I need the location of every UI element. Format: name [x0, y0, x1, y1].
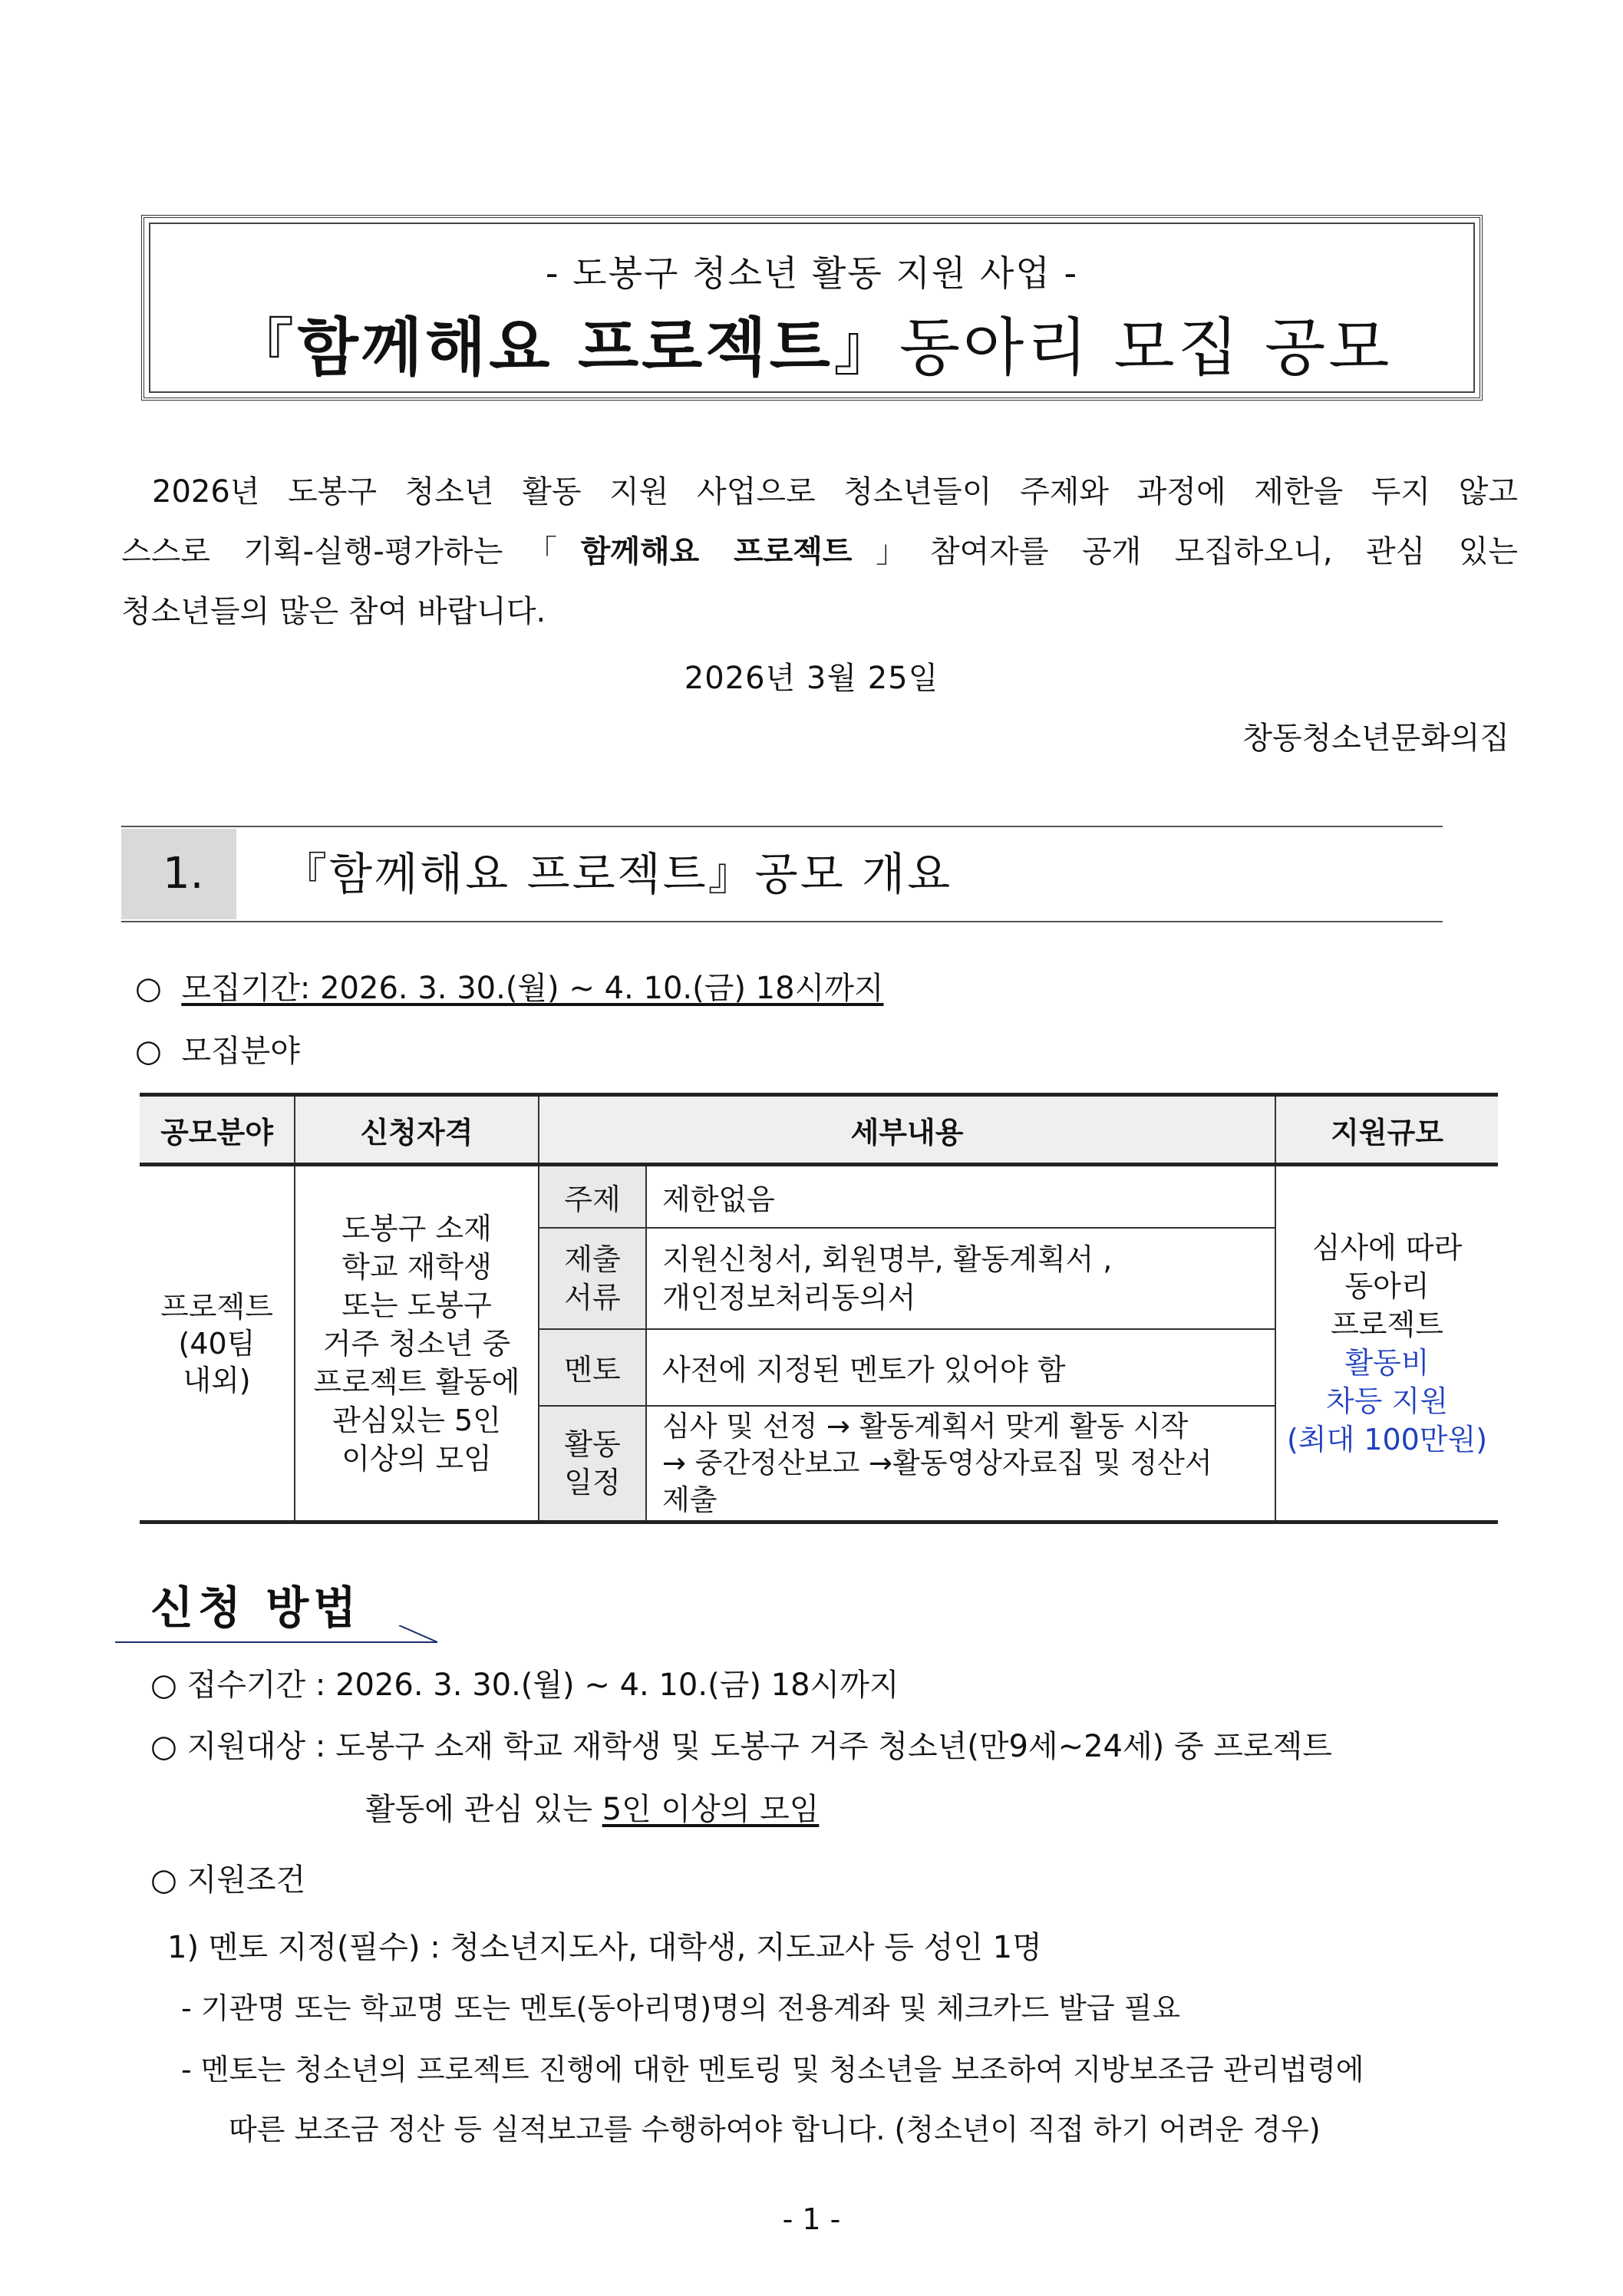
support-line: 심사에 따라 [1311, 1230, 1463, 1265]
label-line: 제출 [564, 1242, 621, 1276]
label-line: 활동 [564, 1427, 621, 1461]
eligibility-cell [295, 1165, 539, 1522]
section-top-rule [121, 826, 1443, 827]
eligibility-line: 학교 재학생 [341, 1249, 492, 1284]
heading-underline-decoration [115, 1625, 437, 1648]
eligibility-line: 또는 도봉구 [341, 1288, 492, 1322]
notice-date: 2026년 3월 25일 [684, 661, 939, 696]
table-header-row [140, 1095, 1498, 1165]
intro-line-2-pre: 스스로 기획-실행-평가하는「 [121, 534, 581, 569]
support-line: 프로젝트 [1331, 1307, 1443, 1341]
bullet-circle-icon: ○ [135, 971, 162, 1006]
eligibility-line: 이상의 모임 [341, 1441, 492, 1476]
bullet-circle-icon: ○ [135, 1034, 162, 1069]
detail-schedule [646, 1406, 1275, 1522]
page-title [144, 298, 1480, 388]
detail-label-topic: 주제 [539, 1165, 646, 1228]
recruit-field [135, 1027, 300, 1070]
category-line: 내외) [183, 1363, 251, 1397]
eligibility-line: 도봉구 소재 [341, 1211, 492, 1245]
eligibility-line: 프로젝트 활동에 [313, 1364, 520, 1399]
eligibility-line: 거주 청소년 중 [322, 1326, 511, 1361]
detail-label-mentor: 멘토 [539, 1329, 646, 1406]
category-cell [140, 1165, 295, 1522]
intro-line-2-post: 」참여자를 공개 모집하오니, 관심 있는 [852, 534, 1518, 569]
detail-line: → 중간정산보고 →활동영상자료집 및 정산서 [662, 1446, 1212, 1480]
application-conditions: ○ 지원조건 [150, 1862, 306, 1898]
support-highlight: 차등 지원 [1326, 1384, 1448, 1418]
subtitle: - 도봉구 청소년 활동 지원 사업 - [545, 252, 1079, 294]
section-bottom-rule [121, 921, 1443, 922]
header-category: 공모분야 [140, 1095, 295, 1165]
target-line-2-pre: 활동에 관심 있는 [365, 1792, 602, 1827]
detail-mentor: 사전에 지정된 멘토가 있어야 함 [646, 1329, 1275, 1406]
condition-account: - 기관명 또는 학교명 또는 멘토(동아리명)명의 전용계좌 및 체크카드 발급 필요 [181, 1991, 1181, 2025]
intro-line-2-bold: 함께해요 프로젝트 [580, 534, 853, 569]
application-heading: 신청 방법 [150, 1582, 361, 1634]
intro-line-2 [121, 522, 1518, 582]
recruit-period [135, 964, 884, 1008]
condition-mentor: 1) 멘토 지정(필수) : 청소년지도사, 대학생, 지도교사 등 성인 1명 [167, 1930, 1042, 1965]
title-box [141, 215, 1483, 401]
recruit-table [140, 1093, 1498, 1524]
section-title: 『함께해요 프로젝트』공모 개요 [282, 848, 953, 900]
recruit-period-text: 모집기간: 2026. 3. 30.(월) ~ 4. 10.(금) 18시까지 [181, 971, 884, 1006]
detail-line: 제출 [662, 1483, 717, 1516]
recruit-field-text: 모집분야 [181, 1034, 300, 1069]
detail-line: 개인정보처리동의서 [662, 1280, 916, 1315]
eligibility-line: 관심있는 5인 [332, 1403, 501, 1437]
intro-paragraph [121, 462, 1518, 642]
header-support: 지원규모 [1275, 1095, 1498, 1165]
organization-name: 창동청소년문화의집 [1242, 721, 1509, 756]
category-line: 프로젝트 [160, 1289, 273, 1324]
intro-line-1: 2026년 도봉구 청소년 활동 지원 사업으로 청소년들이 주제와 과정에 제한을 두지 않고 [152, 474, 1518, 510]
header-details: 세부내용 [539, 1095, 1275, 1165]
application-target-line-1: ○ 지원대상 : 도봉구 소재 학교 재학생 및 도봉구 거주 청소년(만9세~24세) 중 프로젝트 [150, 1729, 1332, 1764]
title-rest: 동아리 모집 공모 [899, 312, 1393, 384]
detail-label-documents [539, 1228, 646, 1329]
label-line: 일정 [564, 1465, 621, 1499]
page-number: - 1 - [782, 2202, 841, 2236]
support-line: 동아리 [1344, 1268, 1430, 1303]
application-target-line-2 [365, 1785, 819, 1829]
section-number: 1. [121, 829, 236, 919]
detail-line: 심사 및 선정 → 활동계획서 맞게 활동 시작 [662, 1409, 1189, 1443]
intro-line-3: 청소년들의 많은 참여 바랍니다. [121, 594, 546, 629]
underline-slash [399, 1625, 437, 1642]
detail-documents [646, 1228, 1275, 1329]
title-bold: 함께해요 프로젝트 [297, 312, 833, 384]
title-close-bracket: 』 [833, 312, 899, 384]
title-open-bracket: 『 [231, 312, 298, 384]
support-cell [1275, 1165, 1498, 1522]
detail-label-schedule [539, 1406, 646, 1522]
category-line: (40팀 [178, 1326, 256, 1361]
support-highlight: 활동비 [1344, 1345, 1430, 1380]
table-row [140, 1165, 1498, 1228]
detail-topic: 제한없음 [646, 1165, 1275, 1228]
support-highlight: (최대 100만원) [1286, 1422, 1488, 1456]
header-eligibility: 신청자격 [295, 1095, 539, 1165]
condition-mentor-role-1: - 멘토는 청소년의 프로젝트 진행에 대한 멘토링 및 청소년을 보조하여 지방보조금 관리법령에 [181, 2053, 1364, 2087]
condition-mentor-role-2: 따른 보조금 정산 등 실적보고를 수행하여야 합니다. (청소년이 직접 하기 어려운 경우) [229, 2113, 1321, 2146]
detail-line: 지원신청서, 회원명부, 활동계획서 , [662, 1242, 1113, 1276]
label-line: 서류 [564, 1280, 621, 1315]
application-period: ○ 접수기간 : 2026. 3. 30.(월) ~ 4. 10.(금) 18시까지 [150, 1668, 899, 1703]
target-line-2-underlined: 5인 이상의 모임 [602, 1792, 820, 1827]
